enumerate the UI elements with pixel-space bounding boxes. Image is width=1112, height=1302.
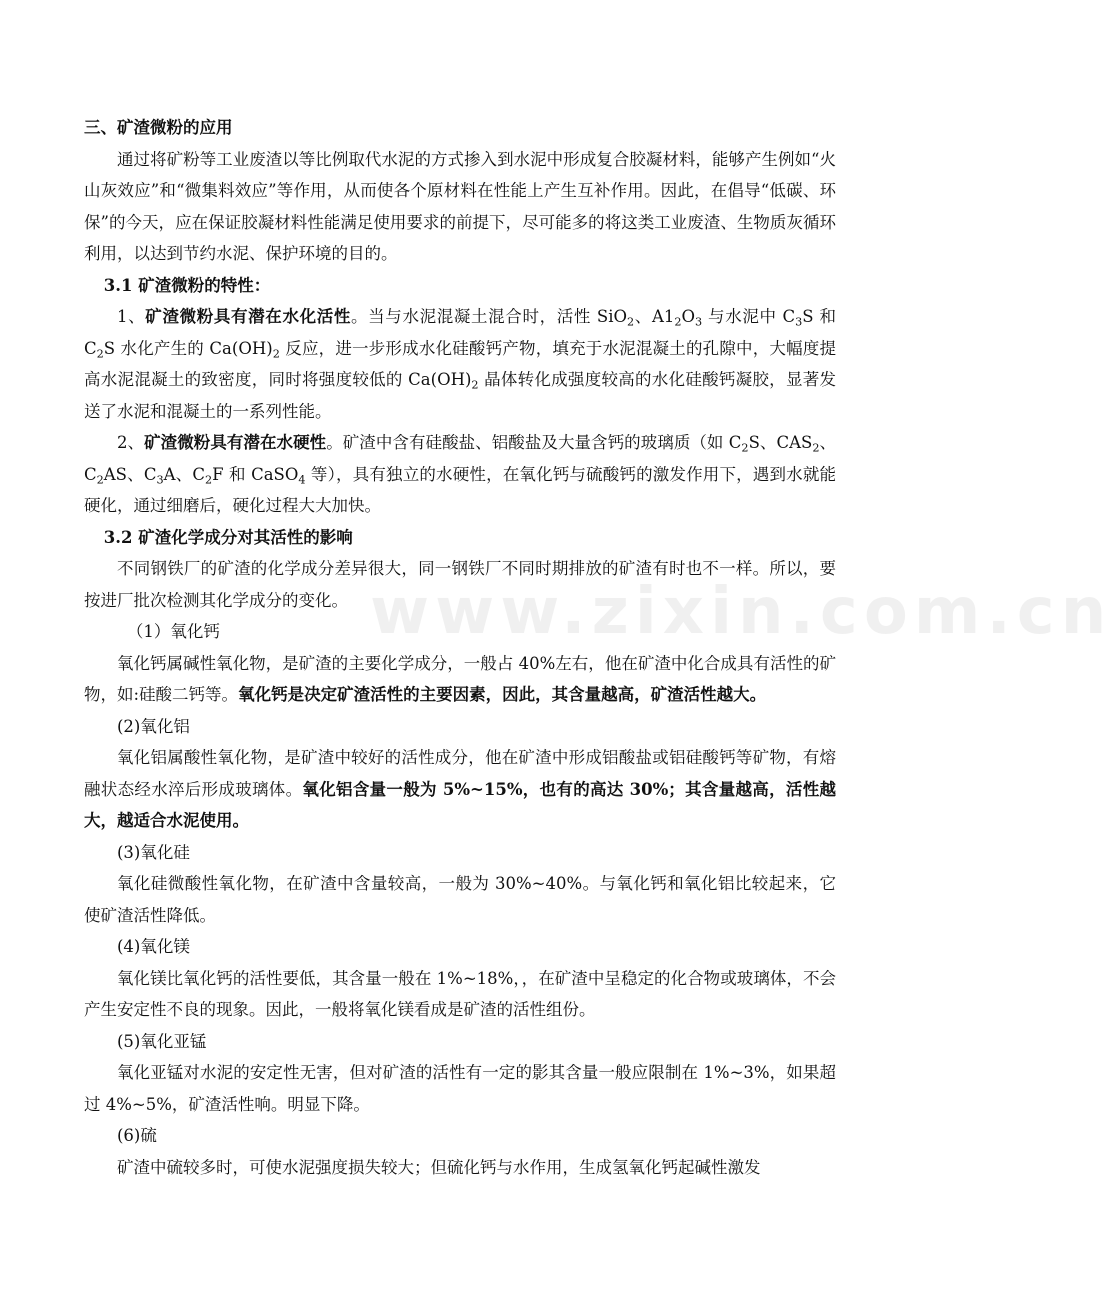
heading-3-1: 3.1 矿渣微粉的特性： xyxy=(103,275,271,295)
item-body-mno: 氧化亚锰对水泥的安定性无害，但对矿渣的活性有一定的影其含量一般应限制在 1%~3%，如果超过 4%~5%，矿渣活性响。明显下降。 xyxy=(84,1063,836,1114)
item-title-al2o3: (2)氧化铝 xyxy=(117,716,190,736)
item-body-sio2: 氧化硅微酸性氧化物，在矿渣中含量较高，一般为 30%~40%。与氧化钙和氧化铝比较起来，它使矿渣活性降低。 xyxy=(84,874,836,925)
item-title-sulfur: (6)硫 xyxy=(117,1126,157,1145)
item-title-mgo: (4)氧化镁 xyxy=(117,937,190,956)
paragraph-hydration-activity: 1、矿渣微粉具有潜在水化活性。当与水泥混凝土混合时，活性 SiO$_2$、$A1_2O_3$ 与水泥中 $C_3S$ 和 $C_2S$ 水化产生的 $Ca(OH)_2$ 反应，进一步形成水化硅酸钙产物，填充于水泥混凝土的孔隙中，大幅度提高水泥混凝土的致密度，同时将强度较低的 $Ca(OH)_2$ 晶体转化成强度较高的水化硅酸钙凝胶，显著发送了水泥和混凝土的一系列性能。 xyxy=(84,307,837,421)
item-body-mgo: 氧化镁比氧化钙的活性要低，其含量一般在 1%~18%，，在矿渣中呈稳定的化合物或玻璃体，不会产生安定性不良的现象。因此，一般将氧化镁看成是矿渣的活性组份。 xyxy=(84,968,836,1019)
section-title: 三、矿渣微粉的应用 xyxy=(84,118,233,137)
document-body xyxy=(84,112,836,1183)
paragraph-composition-intro: 不同钢铁厂的矿渣的化学成分差异很大，同一钢铁厂不同时期排放的矿渣有时也不一样。所以，要按进厂批次检测其化学成分的变化。 xyxy=(84,559,836,610)
heading-3-2: 3.2 矿渣化学成分对其活性的影响 xyxy=(103,527,353,547)
item-title-sio2: (3)氧化硅 xyxy=(117,842,190,862)
item-body-sulfur: 矿渣中硫较多时，可使水泥强度损失较大；但硫化钙与水作用，生成氢氧化钙起碱性激发 xyxy=(117,1157,761,1177)
item-body-cao: 氧化钙属碱性氧化物，是矿渣的主要化学成分，一般占 40%左右，他在矿渣中化合成具有活性的矿物，如:硅酸二钙等。氧化钙是决定矿渣活性的主要因素，因此，其含量越高，矿渣活性越大。 xyxy=(84,653,836,704)
item-body-al2o3: 氧化铝属酸性氧化物，是矿渣中较好的活性成分，他在矿渣中形成铝酸盐或铝硅酸钙等矿物，有熔融状态经水淬后形成玻璃体。氧化铝含量一般为 5%~15%，也有的高达 30%；其含量越高，活性越大，越适合水泥使用。 xyxy=(84,748,836,830)
watermark: www.zixin.com.cn xyxy=(370,575,1112,649)
item-title-cao: （1）氧化钙 xyxy=(126,622,220,641)
paragraph-hydraulic-property: 2、矿渣微粉具有潜在水硬性。矿渣中含有硅酸盐、铝酸盐及大量含钙的玻璃质（如 $C_2S$、$CAS_2$、$C_2AS$、$C_3A$、$C_2F$ 和 CaSO$_4$ 等），具有独立的水硬性，在氧化钙与硫酸钙的激发作用下，遇到水就能硬化，通过细磨后，硬化过程大大加快。 xyxy=(84,433,837,515)
item-title-mno: (5)氧化亚锰 xyxy=(117,1031,207,1051)
bold-hydration-activity: 矿渣微粉具有潜在水化活性 xyxy=(145,307,352,326)
bold-hydraulic-property: 矿渣微粉具有潜在水硬性 xyxy=(144,433,327,452)
intro-paragraph: 通过将矿粉等工业废渣以等比例取代水泥的方式掺入到水泥中形成复合胶凝材料，能够产生例如“火山灰效应”和“微集料效应”等作用，从而使各个原材料在性能上产生互补作用。因此，在倡导“低碳、环保”的今天，应在保证胶凝材料性能满足使用要求的前提下，尽可能多的将这类工业废渣、生物质灰循环利用，以达到节约水泥、保护环境的目的。 xyxy=(84,149,836,263)
